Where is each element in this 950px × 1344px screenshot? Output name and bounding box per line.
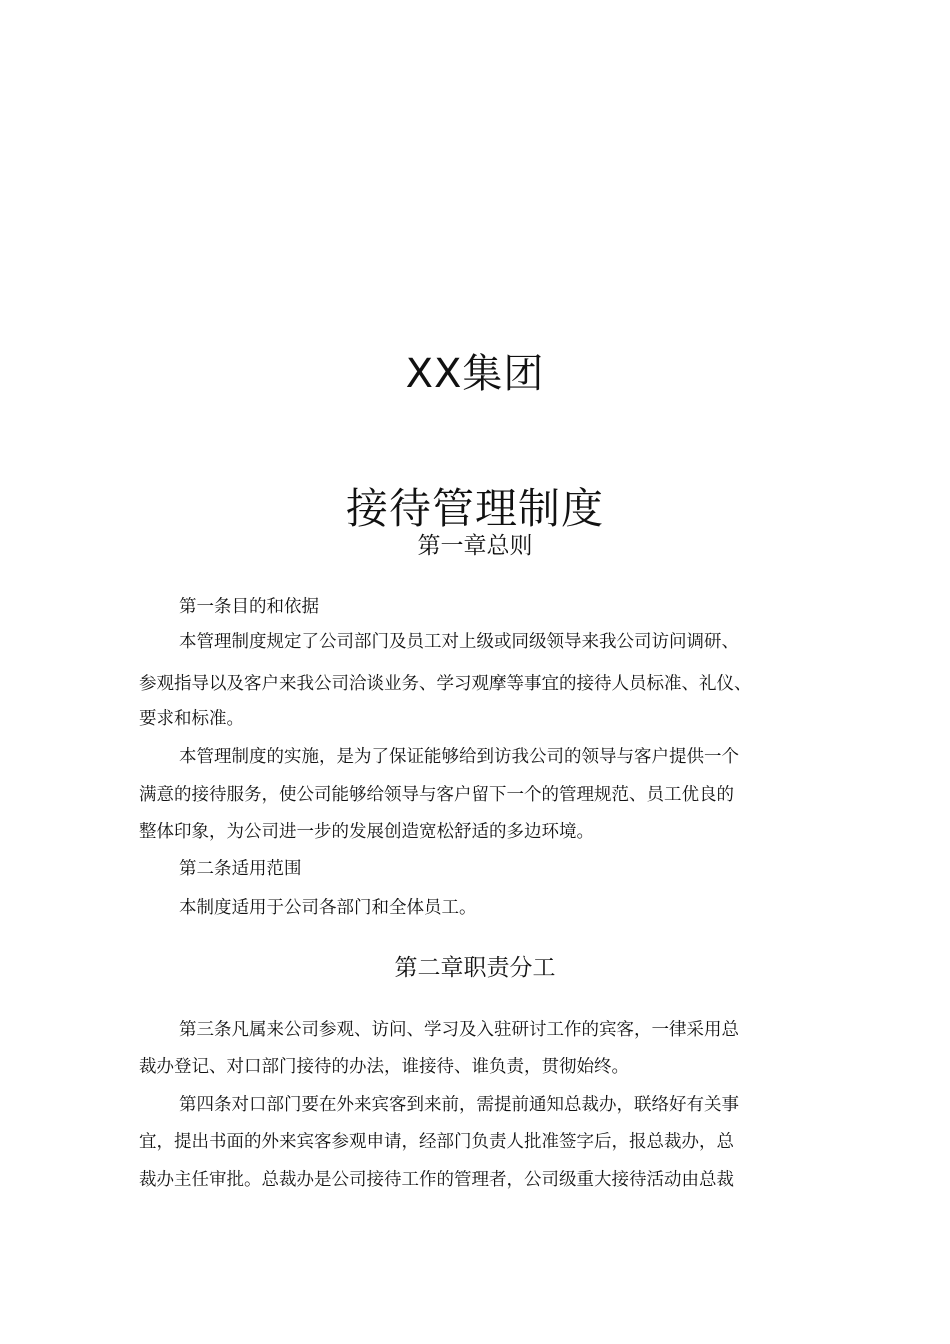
paragraph-line: 本制度适用于公司各部门和全体员工。 xyxy=(179,898,477,918)
article-2-heading: 第二条适用范围 xyxy=(179,859,302,879)
paragraph-line: 满意的接待服务，使公司能够给领导与客户留下一个的管理规范、员工优良的 xyxy=(139,785,734,805)
paragraph-line: 要求和标准。 xyxy=(139,709,244,729)
paragraph-line: 第四条对口部门要在外来宾客到来前，需提前通知总裁办，联络好有关事 xyxy=(179,1095,739,1115)
paragraph-line: 本管理制度规定了公司部门及员工对上级或同级领导来我公司访问调研、 xyxy=(179,632,739,652)
paragraph-line: 本管理制度的实施，是为了保证能够给到访我公司的领导与客户提供一个 xyxy=(179,747,739,767)
paragraph-line: 裁办登记、对口部门接待的办法，谁接待、谁负责，贯彻始终。 xyxy=(139,1057,629,1077)
document-title: 接待管理制度 xyxy=(345,484,604,533)
paragraph-line: 整体印象，为公司进一步的发展创造宽松舒适的多边环境。 xyxy=(139,822,594,842)
chapter-2-heading: 第二章职责分工 xyxy=(394,955,556,981)
paragraph-line: 裁办主任审批。总裁办是公司接待工作的管理者，公司级重大接待活动由总裁 xyxy=(139,1170,734,1190)
chapter-1-heading: 第一章总则 xyxy=(417,533,533,559)
paragraph-line: 第三条凡属来公司参观、访问、学习及入驻研讨工作的宾客，一律采用总 xyxy=(179,1020,739,1040)
paragraph-line: 参观指导以及客户来我公司洽谈业务、学习观摩等事宜的接待人员标准、礼仪、 xyxy=(139,674,752,694)
paragraph-line: 宜，提出书面的外来宾客参观申请，经部门负责人批准签字后，报总裁办，总 xyxy=(139,1132,734,1152)
company-name: XX集团 xyxy=(405,351,545,397)
article-1-heading: 第一条目的和依据 xyxy=(179,597,319,617)
